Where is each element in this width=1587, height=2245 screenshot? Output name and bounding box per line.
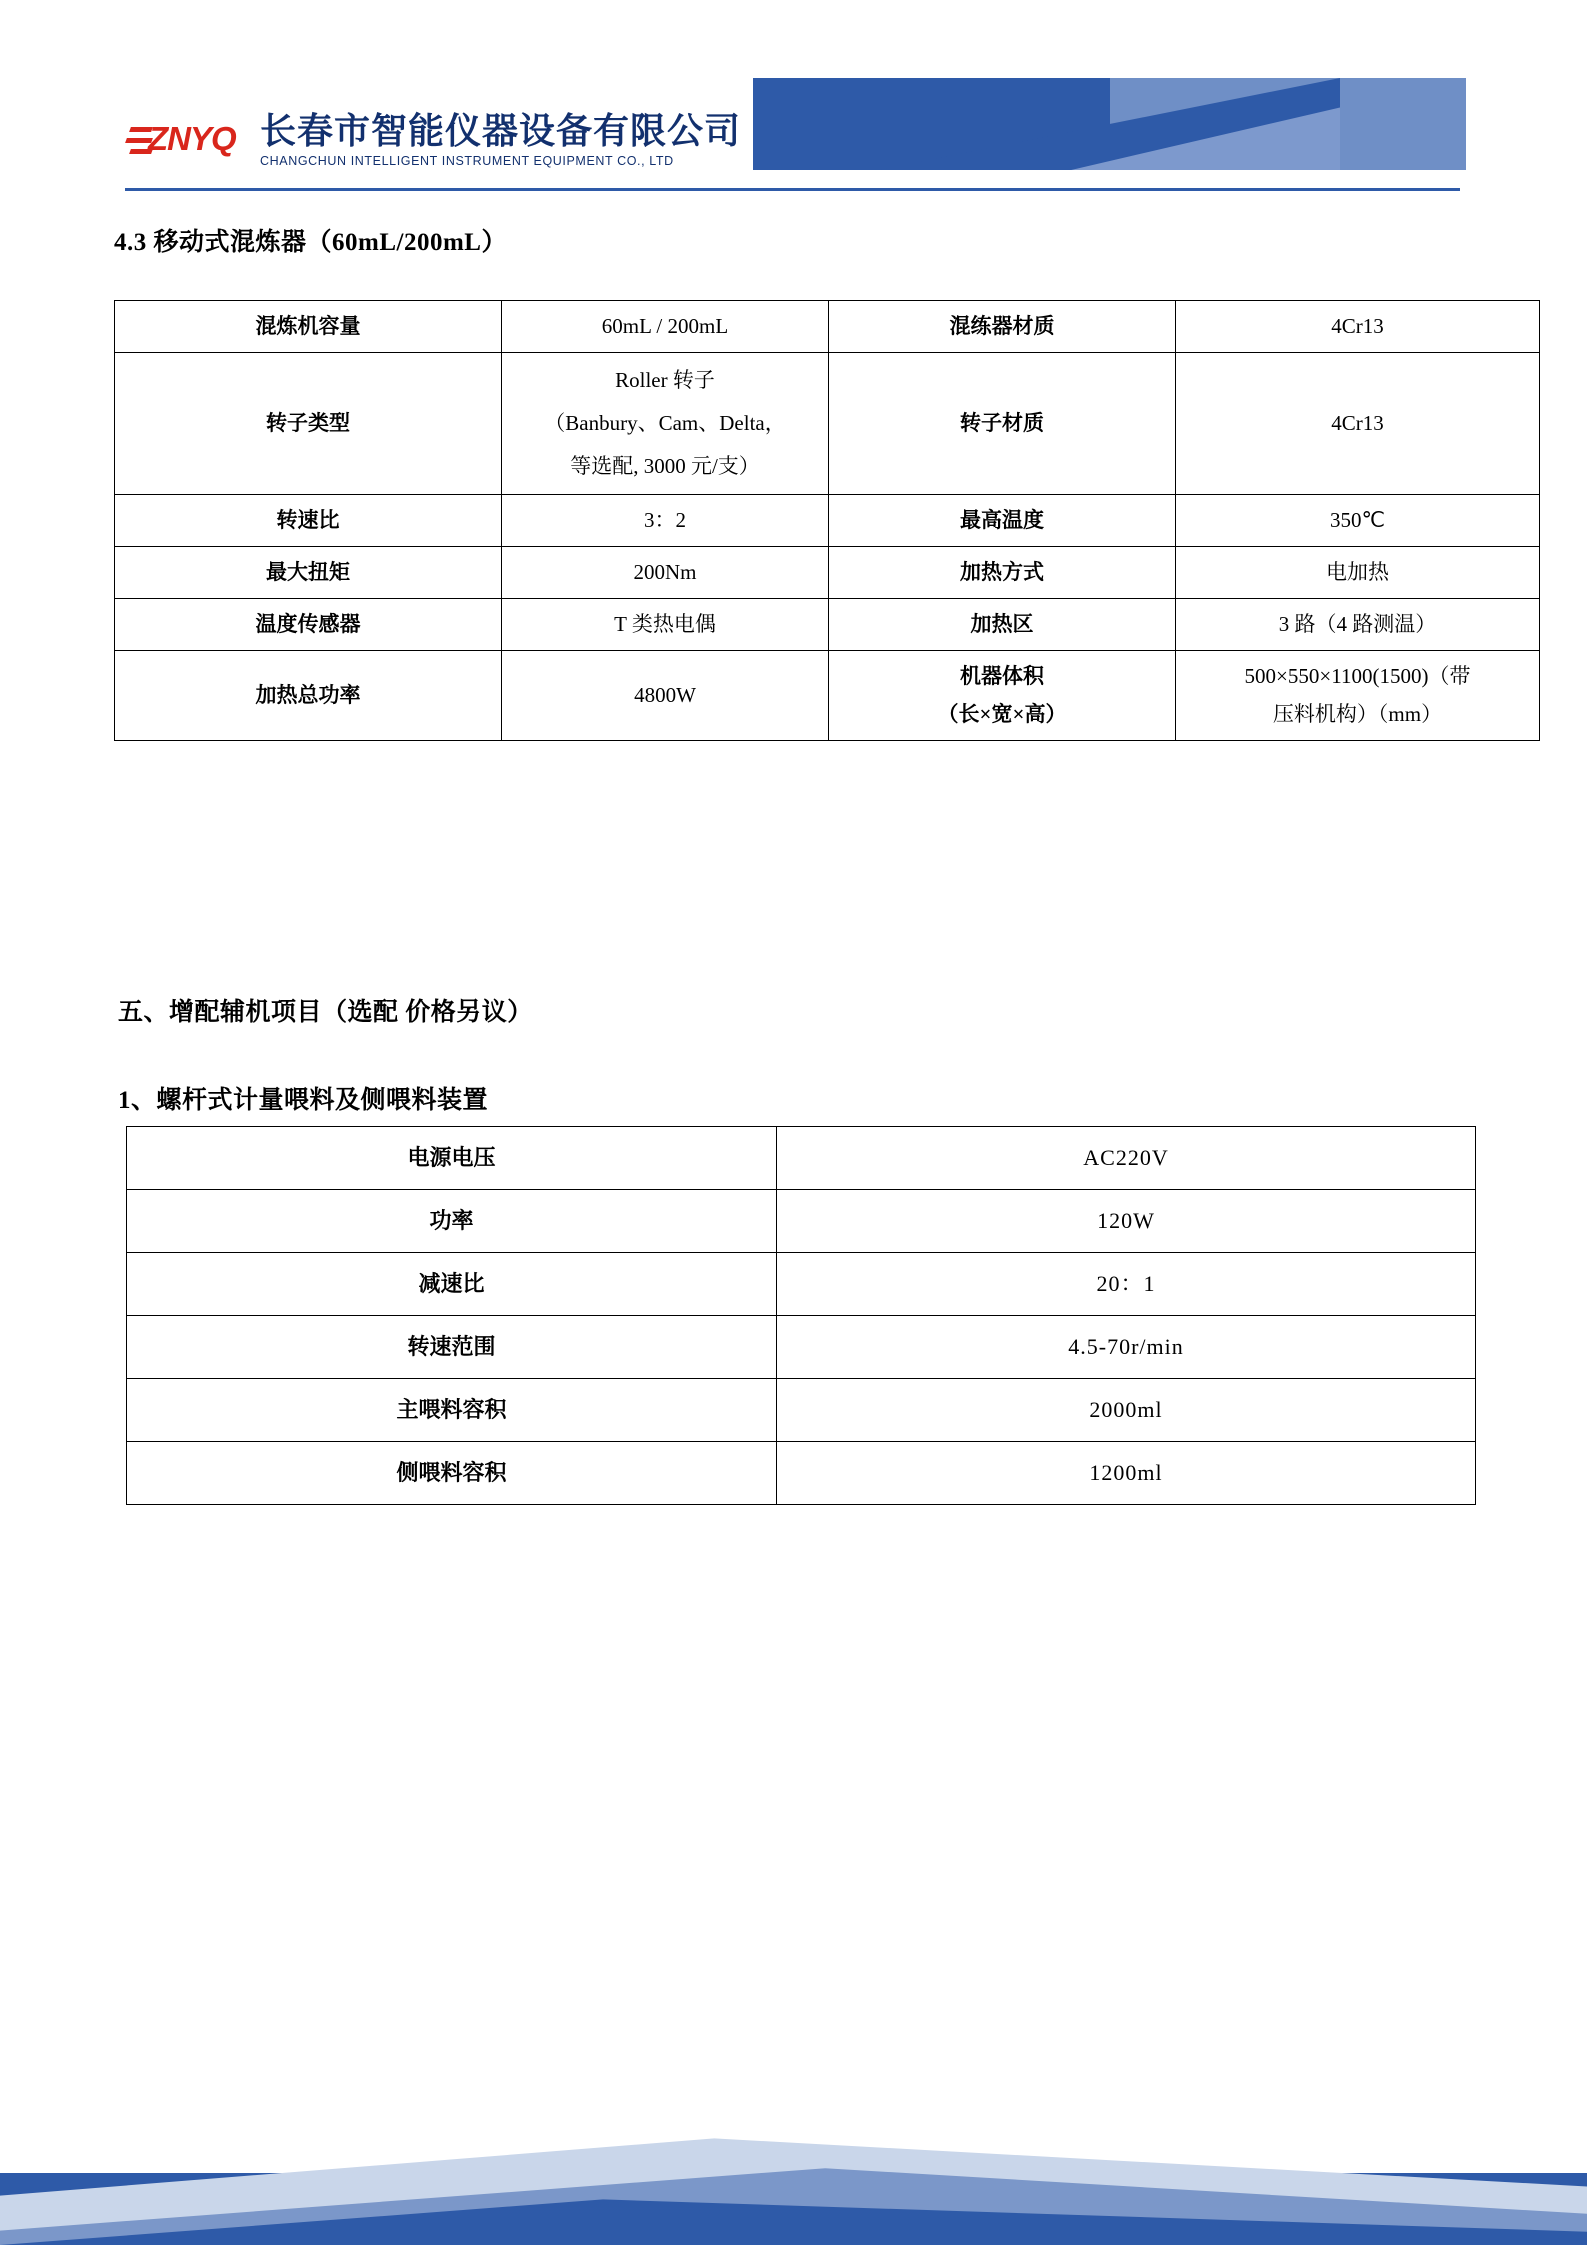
cell-label: 加热总功率 xyxy=(115,650,502,741)
table-row xyxy=(115,546,1540,598)
cell-label: 最高温度 xyxy=(829,494,1176,546)
cell-label: 温度传感器 xyxy=(115,598,502,650)
cell-value: 3：2 xyxy=(502,494,829,546)
table-row xyxy=(127,1316,1476,1379)
cell-value-dimensions xyxy=(1176,650,1540,741)
dimensions-line-2: 压料机构）（mm） xyxy=(1272,702,1443,727)
znyq-logo-icon xyxy=(132,118,250,162)
volume-label-line-2: （长×宽×高） xyxy=(937,702,1067,727)
cell-value: 350℃ xyxy=(1176,494,1540,546)
header-divider xyxy=(125,188,1460,191)
cell-label: 减速比 xyxy=(127,1253,777,1316)
logo-mark-text: ZNYQ xyxy=(148,120,236,157)
cell-label: 电源电压 xyxy=(127,1127,777,1190)
table-row xyxy=(127,1379,1476,1442)
cell-value: T 类热电偶 xyxy=(502,598,829,650)
cell-value-rotor-type xyxy=(502,352,829,494)
heading-section-5-1: 1、螺杆式计量喂料及侧喂料装置 xyxy=(118,1087,489,1114)
company-name-cn: 长春市智能仪器设备有限公司 xyxy=(260,110,742,151)
cell-value: 60mL / 200mL xyxy=(502,301,829,353)
table-row xyxy=(127,1190,1476,1253)
rotor-line-2: （Banbury、Cam、Delta， xyxy=(544,410,786,435)
table-row xyxy=(115,598,1540,650)
feeder-spec-table xyxy=(126,1126,1476,1505)
cell-value: 4Cr13 xyxy=(1176,352,1540,494)
cell-value: 电加热 xyxy=(1176,546,1540,598)
table-row xyxy=(115,301,1540,353)
table-row xyxy=(127,1127,1476,1190)
company-logo xyxy=(132,112,741,168)
dimensions-line-1: 500×550×1100(1500)（带 xyxy=(1244,663,1471,688)
cell-value: 120W xyxy=(777,1190,1476,1253)
table-row xyxy=(115,650,1540,741)
cell-label: 转子材质 xyxy=(829,352,1176,494)
cell-label: 转速比 xyxy=(115,494,502,546)
cell-value: 200Nm xyxy=(502,546,829,598)
cell-label: 加热方式 xyxy=(829,546,1176,598)
cell-label: 转速范围 xyxy=(127,1316,777,1379)
table-row xyxy=(127,1253,1476,1316)
cell-value: 4Cr13 xyxy=(1176,301,1540,353)
cell-value: 1200ml xyxy=(777,1442,1476,1505)
cell-label: 最大扭矩 xyxy=(115,546,502,598)
cell-value: 2000ml xyxy=(777,1379,1476,1442)
table-row xyxy=(115,352,1540,494)
cell-value: AC220V xyxy=(777,1127,1476,1190)
cell-label: 侧喂料容积 xyxy=(127,1442,777,1505)
volume-label-line-1: 机器体积 xyxy=(960,663,1044,688)
company-name-en: CHANGCHUN INTELLIGENT INSTRUMENT EQUIPMENT CO., LTD xyxy=(260,153,674,168)
cell-label: 主喂料容积 xyxy=(127,1379,777,1442)
page-footer xyxy=(0,2080,1587,2245)
cell-value: 4.5-70r/min xyxy=(777,1316,1476,1379)
table-row xyxy=(127,1442,1476,1505)
cell-label: 加热区 xyxy=(829,598,1176,650)
heading-section-5: 五、增配辅机项目（选配 价格另议） xyxy=(118,999,533,1026)
heading-section-4-3: 4.3 移动式混炼器（60mL/200mL） xyxy=(114,229,507,256)
cell-label: 转子类型 xyxy=(115,352,502,494)
cell-label: 功率 xyxy=(127,1190,777,1253)
cell-label-volume xyxy=(829,650,1176,741)
mixer-spec-table xyxy=(114,300,1540,741)
cell-value: 3 路（4 路测温） xyxy=(1176,598,1540,650)
rotor-line-3: 等选配, 3000 元/支） xyxy=(570,453,760,478)
cell-value: 4800W xyxy=(502,650,829,741)
cell-label: 混练器材质 xyxy=(829,301,1176,353)
table-row xyxy=(115,494,1540,546)
cell-value: 20：1 xyxy=(777,1253,1476,1316)
cell-label: 混炼机容量 xyxy=(115,301,502,353)
rotor-line-1: Roller 转子 xyxy=(615,367,715,392)
